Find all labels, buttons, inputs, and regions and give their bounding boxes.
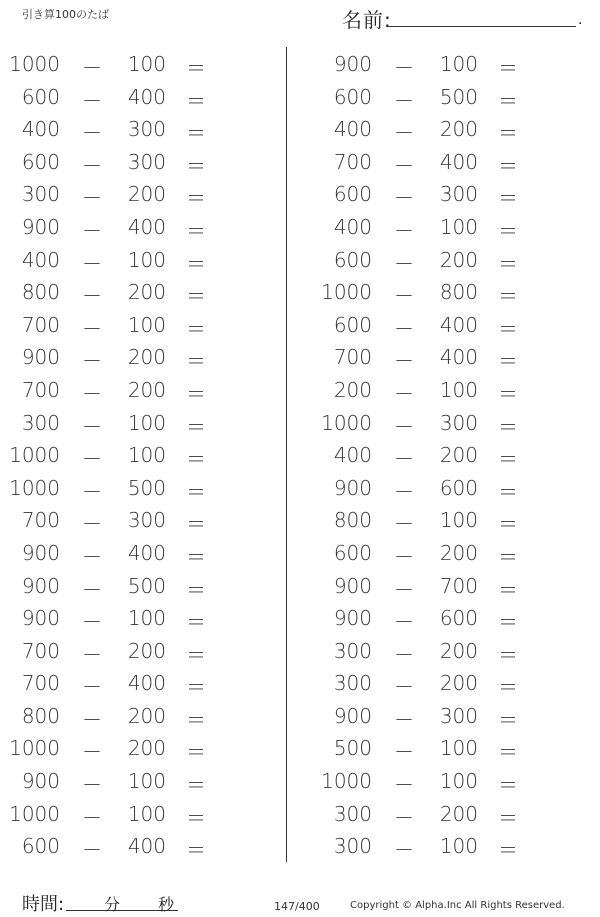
minuend: 700 (21, 671, 60, 696)
equals-sign: ＝ (186, 805, 206, 830)
minus-sign: － (394, 186, 414, 211)
problem-row (0, 80, 260, 113)
subtrahend: 100 (127, 410, 166, 435)
subtrahend: 100 (127, 443, 166, 468)
problem-row (312, 829, 572, 862)
minuend: 1000 (9, 52, 60, 76)
minuend: 600 (333, 84, 372, 109)
subtrahend: 600 (439, 606, 478, 631)
subtrahend: 200 (127, 280, 166, 305)
equals-sign: ＝ (498, 88, 518, 113)
minuend: 1000 (321, 410, 372, 435)
equals-sign: ＝ (186, 381, 206, 406)
problem-row (0, 47, 260, 80)
minuend: 600 (21, 834, 60, 859)
problem-row (312, 503, 572, 536)
equals-sign: ＝ (186, 773, 206, 798)
equals-sign: ＝ (498, 414, 518, 439)
minus-sign: － (82, 121, 102, 146)
minus-sign: － (394, 707, 414, 732)
problem-row (0, 797, 260, 830)
equals-sign: ＝ (498, 218, 518, 243)
problem-row (312, 47, 572, 80)
name-field[interactable] (342, 4, 582, 30)
subtrahend: 400 (127, 834, 166, 859)
equals-sign: ＝ (186, 479, 206, 504)
minuend: 600 (21, 149, 60, 174)
minus-sign: － (82, 447, 102, 472)
problem-row (312, 80, 572, 113)
problem-row (312, 373, 572, 406)
problem-row (0, 569, 260, 602)
problem-row (0, 112, 260, 145)
subtrahend: 300 (439, 182, 478, 207)
equals-sign: ＝ (186, 642, 206, 667)
minuend: 400 (21, 117, 60, 142)
minus-sign: － (82, 284, 102, 309)
minus-sign: － (394, 773, 414, 798)
subtrahend: 100 (439, 52, 478, 76)
subtrahend: 200 (439, 117, 478, 142)
equals-sign: ＝ (186, 577, 206, 602)
minus-sign: － (82, 414, 102, 439)
equals-sign: ＝ (498, 381, 518, 406)
minus-sign: － (394, 284, 414, 309)
minus-sign: － (394, 805, 414, 830)
right-problem-column (312, 47, 572, 862)
minus-sign: － (82, 577, 102, 602)
problem-row (312, 243, 572, 276)
problem-row (0, 699, 260, 732)
minus-sign: － (394, 838, 414, 863)
equals-sign: ＝ (498, 153, 518, 178)
equals-sign: ＝ (498, 610, 518, 635)
subtrahend: 200 (439, 671, 478, 696)
problem-row (0, 177, 260, 210)
problem-row (312, 699, 572, 732)
seconds-label: 秒 (158, 895, 175, 914)
subtrahend: 400 (439, 345, 478, 370)
minus-sign: － (82, 88, 102, 113)
minus-sign: － (394, 251, 414, 276)
subtrahend: 200 (127, 182, 166, 207)
time-label: 時間: (22, 894, 65, 915)
minuend: 600 (333, 182, 372, 207)
column-divider (286, 47, 287, 862)
subtrahend: 200 (439, 801, 478, 826)
minutes-label: 分 (104, 895, 121, 914)
problem-row (0, 666, 260, 699)
subtrahend: 200 (439, 247, 478, 272)
minus-sign: － (394, 675, 414, 700)
page-number: 147/400 (274, 900, 320, 913)
minuend: 400 (333, 443, 372, 468)
subtrahend: 200 (439, 638, 478, 663)
subtrahend: 200 (127, 703, 166, 728)
problem-row (0, 308, 260, 341)
minuend: 400 (333, 117, 372, 142)
equals-sign: ＝ (186, 121, 206, 146)
equals-sign: ＝ (498, 349, 518, 374)
minuend: 300 (333, 671, 372, 696)
subtrahend: 100 (127, 52, 166, 76)
equals-sign: ＝ (186, 740, 206, 765)
subtrahend: 100 (127, 312, 166, 337)
minuend: 400 (333, 214, 372, 239)
minuend: 900 (21, 540, 60, 565)
subtrahend: 100 (439, 377, 478, 402)
subtrahend: 100 (439, 736, 478, 761)
problem-row (0, 601, 260, 634)
problem-row (312, 145, 572, 178)
minuend: 600 (333, 540, 372, 565)
minus-sign: － (394, 447, 414, 472)
minuend: 600 (21, 84, 60, 109)
equals-sign: ＝ (186, 349, 206, 374)
equals-sign: ＝ (498, 805, 518, 830)
problem-row (312, 275, 572, 308)
problem-row (0, 243, 260, 276)
minuend: 600 (333, 312, 372, 337)
subtrahend: 100 (439, 508, 478, 533)
equals-sign: ＝ (186, 153, 206, 178)
equals-sign: ＝ (498, 675, 518, 700)
minuend: 1000 (9, 736, 60, 761)
minuend: 300 (21, 182, 60, 207)
equals-sign: ＝ (498, 121, 518, 146)
problem-row (0, 210, 260, 243)
subtrahend: 100 (439, 769, 478, 794)
problem-row (312, 536, 572, 569)
minuend: 700 (333, 149, 372, 174)
equals-sign: ＝ (186, 88, 206, 113)
equals-sign: ＝ (498, 479, 518, 504)
minuend: 700 (21, 312, 60, 337)
subtrahend: 200 (439, 540, 478, 565)
subtrahend: 600 (439, 475, 478, 500)
minus-sign: － (394, 479, 414, 504)
minuend: 800 (21, 703, 60, 728)
minuend: 600 (333, 247, 372, 272)
minus-sign: － (394, 414, 414, 439)
subtrahend: 300 (127, 117, 166, 142)
minus-sign: － (82, 349, 102, 374)
minus-sign: － (394, 88, 414, 113)
minuend: 500 (333, 736, 372, 761)
problem-row (0, 764, 260, 797)
subtrahend: 300 (127, 508, 166, 533)
minuend: 900 (21, 606, 60, 631)
subtrahend: 100 (439, 834, 478, 859)
minuend: 900 (333, 573, 372, 598)
problem-row (312, 308, 572, 341)
minus-sign: － (394, 577, 414, 602)
equals-sign: ＝ (498, 544, 518, 569)
copyright: Copyright © Alpha.Inc All Rights Reserved. (350, 900, 565, 911)
minus-sign: － (82, 707, 102, 732)
problem-row (0, 373, 260, 406)
problem-row (312, 210, 572, 243)
problem-row (312, 634, 572, 667)
minus-sign: － (82, 56, 102, 80)
problem-row (0, 406, 260, 439)
minus-sign: － (82, 316, 102, 341)
minuend: 900 (333, 703, 372, 728)
minuend: 400 (21, 247, 60, 272)
equals-sign: ＝ (186, 512, 206, 537)
problem-row (0, 634, 260, 667)
equals-sign: ＝ (498, 740, 518, 765)
subtrahend: 100 (127, 247, 166, 272)
equals-sign: ＝ (186, 838, 206, 863)
minus-sign: － (82, 153, 102, 178)
minuend: 900 (333, 475, 372, 500)
subtrahend: 500 (127, 475, 166, 500)
subtrahend: 400 (439, 149, 478, 174)
minus-sign: － (394, 121, 414, 146)
minuend: 300 (21, 410, 60, 435)
equals-sign: ＝ (186, 186, 206, 211)
minuend: 800 (21, 280, 60, 305)
subtrahend: 200 (127, 638, 166, 663)
equals-sign: ＝ (186, 544, 206, 569)
left-problem-column (0, 47, 260, 862)
equals-sign: ＝ (498, 512, 518, 537)
subtrahend: 100 (439, 214, 478, 239)
problem-row (312, 797, 572, 830)
equals-sign: ＝ (498, 447, 518, 472)
minus-sign: － (82, 479, 102, 504)
subtrahend: 100 (127, 801, 166, 826)
problem-row (0, 438, 260, 471)
minus-sign: － (82, 218, 102, 243)
minus-sign: － (394, 349, 414, 374)
equals-sign: ＝ (498, 284, 518, 309)
equals-sign: ＝ (498, 642, 518, 667)
problem-row (0, 536, 260, 569)
problem-row (312, 731, 572, 764)
subtrahend: 400 (439, 312, 478, 337)
equals-sign: ＝ (186, 414, 206, 439)
problem-row (0, 340, 260, 373)
subtrahend: 500 (439, 84, 478, 109)
equals-sign: ＝ (498, 251, 518, 276)
equals-sign: ＝ (498, 186, 518, 211)
minuend: 200 (333, 377, 372, 402)
equals-sign: ＝ (186, 316, 206, 341)
minus-sign: － (82, 610, 102, 635)
minus-sign: － (82, 186, 102, 211)
equals-sign: ＝ (498, 773, 518, 798)
minuend: 300 (333, 801, 372, 826)
name-underline (386, 26, 576, 27)
subtrahend: 800 (439, 280, 478, 305)
minuend: 700 (333, 345, 372, 370)
minus-sign: － (82, 675, 102, 700)
problem-row (312, 666, 572, 699)
equals-sign: ＝ (186, 251, 206, 276)
subtrahend: 100 (127, 606, 166, 631)
problem-row (312, 406, 572, 439)
subtrahend: 200 (127, 736, 166, 761)
subtrahend: 400 (127, 84, 166, 109)
minus-sign: － (82, 805, 102, 830)
minus-sign: － (394, 512, 414, 537)
minus-sign: － (394, 610, 414, 635)
minuend: 900 (333, 606, 372, 631)
name-dot: . (578, 12, 583, 28)
problem-row (0, 503, 260, 536)
minuend: 800 (333, 508, 372, 533)
minus-sign: － (394, 153, 414, 178)
equals-sign: ＝ (186, 56, 206, 80)
equals-sign: ＝ (186, 218, 206, 243)
equals-sign: ＝ (186, 675, 206, 700)
minus-sign: － (82, 642, 102, 667)
minus-sign: － (82, 381, 102, 406)
subtrahend: 400 (127, 671, 166, 696)
minus-sign: － (82, 251, 102, 276)
equals-sign: ＝ (186, 610, 206, 635)
minus-sign: － (394, 316, 414, 341)
subtrahend: 200 (439, 443, 478, 468)
minuend: 1000 (9, 475, 60, 500)
minuend: 1000 (321, 769, 372, 794)
minus-sign: － (394, 381, 414, 406)
problem-row (312, 471, 572, 504)
minuend: 900 (21, 573, 60, 598)
problem-row (0, 829, 260, 862)
minus-sign: － (82, 512, 102, 537)
equals-sign: ＝ (498, 577, 518, 602)
problem-row (0, 731, 260, 764)
name-label: 名前: (342, 8, 392, 32)
problem-row (312, 569, 572, 602)
problem-row (312, 177, 572, 210)
subtrahend: 700 (439, 573, 478, 598)
problem-row (312, 340, 572, 373)
equals-sign: ＝ (498, 838, 518, 863)
subtrahend: 400 (127, 214, 166, 239)
worksheet-title: 引き算100のたば (22, 8, 109, 21)
subtrahend: 100 (127, 769, 166, 794)
problem-row (312, 438, 572, 471)
minuend: 300 (333, 638, 372, 663)
minus-sign: － (82, 544, 102, 569)
equals-sign: ＝ (498, 56, 518, 80)
subtrahend: 300 (439, 703, 478, 728)
subtrahend: 300 (439, 410, 478, 435)
minuend: 900 (21, 214, 60, 239)
minuend: 700 (21, 508, 60, 533)
minuend: 700 (21, 377, 60, 402)
minus-sign: － (394, 218, 414, 243)
minus-sign: － (394, 544, 414, 569)
problem-row (0, 275, 260, 308)
minuend: 900 (21, 345, 60, 370)
minus-sign: － (82, 838, 102, 863)
equals-sign: ＝ (498, 707, 518, 732)
minuend: 900 (21, 769, 60, 794)
minuend: 300 (333, 834, 372, 859)
problem-row (312, 764, 572, 797)
minus-sign: － (82, 773, 102, 798)
problem-row (0, 471, 260, 504)
minuend: 700 (21, 638, 60, 663)
subtrahend: 500 (127, 573, 166, 598)
minus-sign: － (394, 642, 414, 667)
equals-sign: ＝ (186, 284, 206, 309)
equals-sign: ＝ (498, 316, 518, 341)
minus-sign: － (394, 56, 414, 80)
problem-row (312, 601, 572, 634)
minuend: 1000 (9, 801, 60, 826)
problem-row (0, 145, 260, 178)
problem-row (312, 112, 572, 145)
minuend: 1000 (321, 280, 372, 305)
minuend: 900 (333, 52, 372, 76)
equals-sign: ＝ (186, 447, 206, 472)
minus-sign: － (394, 740, 414, 765)
equals-sign: ＝ (186, 707, 206, 732)
minus-sign: － (82, 740, 102, 765)
subtrahend: 400 (127, 540, 166, 565)
subtrahend: 200 (127, 377, 166, 402)
minuend: 1000 (9, 443, 60, 468)
subtrahend: 300 (127, 149, 166, 174)
subtrahend: 200 (127, 345, 166, 370)
